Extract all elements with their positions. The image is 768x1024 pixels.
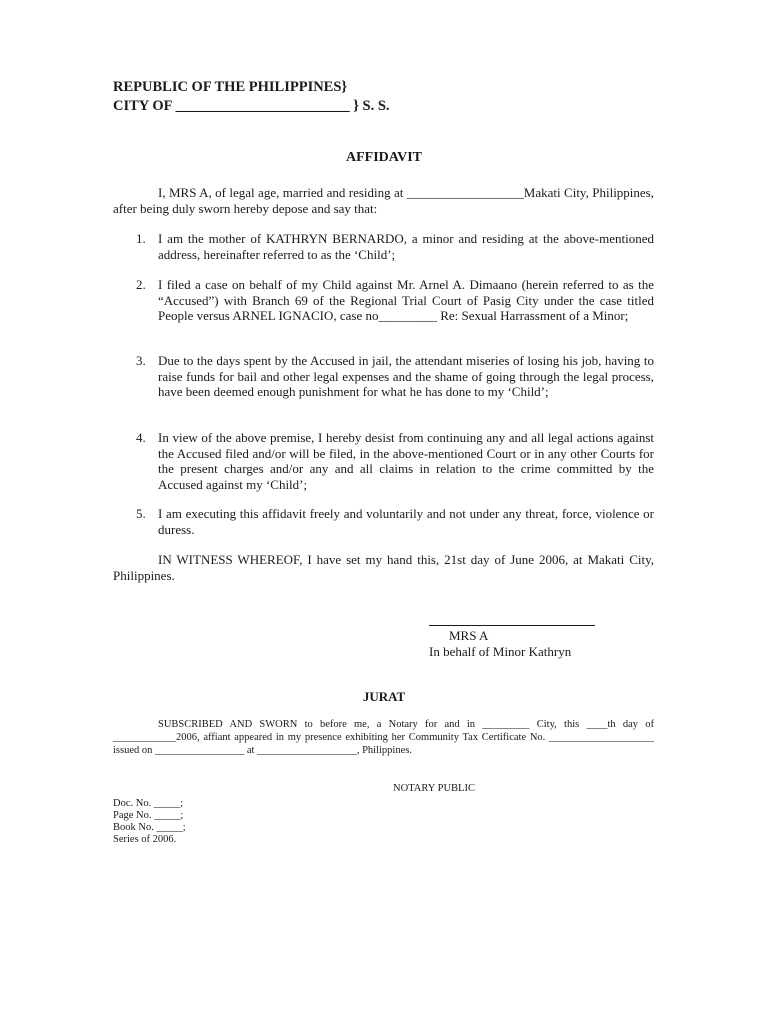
- item-number: 2.: [136, 277, 146, 292]
- intro-paragraph: I, MRS A, of legal age, married and residing at __________________Makati City, Philippines, after being duly sworn hereby depose and say that:: [113, 185, 654, 216]
- header-republic: REPUBLIC OF THE PHILIPPINES}: [113, 79, 348, 95]
- item-number: 1.: [136, 231, 146, 246]
- jurat-title: JURAT: [362, 689, 406, 704]
- list-item: I am the mother of KATHRYN BERNARDO, a minor and residing at the above-mentioned address, hereinafter referred to as the ‘Child’;: [158, 231, 654, 262]
- list-item: Due to the days spent by the Accused in jail, the attendant miseries of losing his job, having to raise funds for bail and other legal expenses and the shame of going through the legal process, have been deemed enough punishment for what he has done to my ‘Child’;: [158, 353, 654, 400]
- header-city: CITY OF ________________________ } S. S.: [113, 98, 390, 114]
- signature-line: [429, 625, 595, 626]
- list-item: I filed a case on behalf of my Child against Mr. Arnel A. Dimaano (herein referred to as the “Accused”) with Branch 69 of the Regional Trial Court of Pasig City under the case titled People versus ARNEL IGNACIO, case no_________ Re: Sexual Harrassment of a Minor;: [158, 277, 654, 324]
- notary-public-label: NOTARY PUBLIC: [393, 783, 475, 794]
- list-item: In view of the above premise, I hereby desist from continuing any and all legal actions against the Accused filed and/or will be filed, in the above-mentioned Court or in any other Courts for the present charges and/or any and all claims in relation to the crime committed by the Accused against my ‘Child’;: [158, 430, 654, 492]
- signatory-name: MRS A: [449, 628, 489, 643]
- signatory-capacity: In behalf of Minor Kathryn: [429, 644, 572, 659]
- jurat-paragraph: SUBSCRIBED AND SWORN to before me, a Notary for and in _________ City, this ____th day of ____________2006, affiant appeared in my presence exhibiting her Community Tax Certificate No. ____________________ issued on _________________ at ___________________, Philippines.: [113, 719, 654, 756]
- book-no: Book No. _____;: [113, 822, 186, 833]
- item-number: 5.: [136, 506, 146, 521]
- doc-no: Doc. No. _____;: [113, 798, 183, 809]
- witness-paragraph: IN WITNESS WHEREOF, I have set my hand this, 21st day of June 2006, at Makati City, Philippines.: [113, 552, 654, 583]
- page-no: Page No. _____;: [113, 810, 184, 821]
- item-number: 4.: [136, 430, 146, 445]
- list-item: I am executing this affidavit freely and voluntarily and not under any threat, force, violence or duress.: [158, 506, 654, 537]
- page-title: AFFIDAVIT: [346, 150, 422, 165]
- item-number: 3.: [136, 353, 146, 368]
- series: Series of 2006.: [113, 834, 177, 845]
